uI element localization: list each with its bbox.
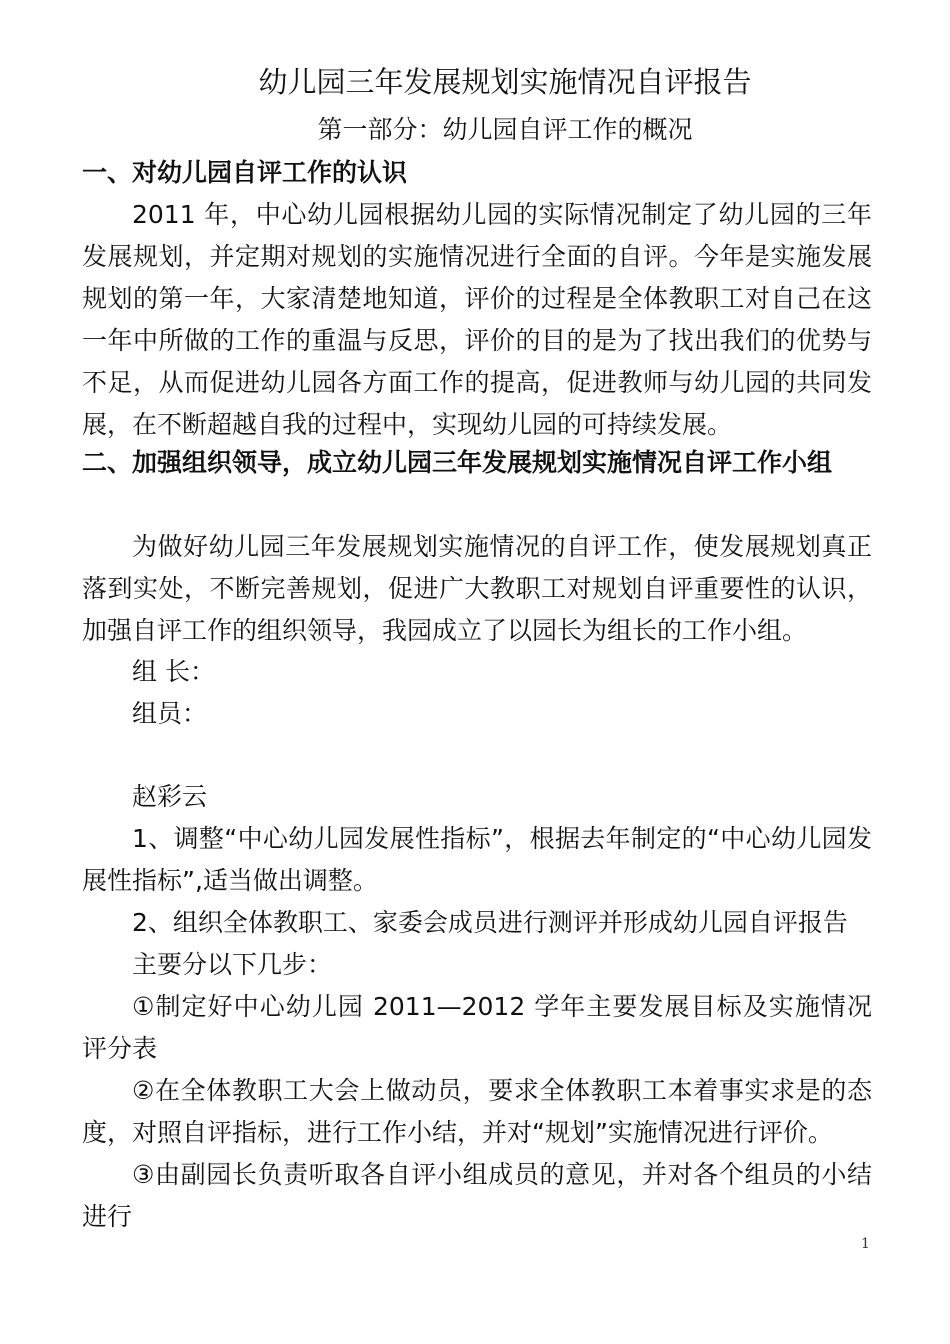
item-2: 2、组织全体教职工、家委会成员进行测评并形成幼儿园自评报告: [132, 908, 848, 937]
document-subtitle: 第一部分：幼儿园自评工作的概况: [317, 115, 693, 144]
section2-paragraph: 为做好幼儿园三年发展规划实施情况的自评工作，使发展规划真正落到实处，不断完善规划，促进广大教职工对规划自评重要性的认识，加强自评工作的组织领导，我园成立了以园长为组长的工作小组。: [82, 532, 872, 645]
section1-heading: 一、对幼儿园自评工作的认识: [82, 158, 408, 187]
steps-intro: 主要分以下几步：: [132, 950, 333, 979]
step-3: ③由副园长负责听取各自评小组成员的意见，并对各个组员的小结进行: [82, 1160, 872, 1231]
section1-paragraph: 2011 年，中心幼儿园根据幼儿园的实际情况制定了幼儿园的三年发展规划，并定期对规划的实施情况进行全面的自评。今年是实施发展规划的第一年，大家清楚地知道，评价的过程是全体教职工对自己在这一年中所做的工作的重温与反思，评价的目的是为了找出我们的优势与不足，从而促进幼儿园各方面工作的提高，促进教师与幼儿园的共同发展，在不断超越自我的过程中，实现幼儿园的可持续发展。: [82, 200, 872, 439]
section2-heading: 二、加强组织领导，成立幼儿园三年发展规划实施情况自评工作小组: [82, 448, 833, 477]
members-label: 组员：: [132, 699, 208, 728]
leader-label: 组 长：: [132, 657, 215, 686]
member-name: 赵彩云: [132, 782, 208, 811]
step-1: ①制定好中心幼儿园 2011—2012 学年主要发展目标及实施情况评分表: [82, 992, 872, 1063]
step-2: ②在全体教职工大会上做动员，要求全体教职工本着事实求是的态度，对照自评指标，进行工作小结，并对“规划”实施情况进行评价。: [82, 1076, 872, 1147]
page-number: 1: [861, 1236, 870, 1252]
item-1: 1、调整“中心幼儿园发展性指标”，根据去年制定的“中心幼儿园发展性指标”,适当做出调整。: [82, 824, 872, 895]
document-title: 幼儿园三年发展规划实施情况自评报告: [258, 65, 752, 99]
